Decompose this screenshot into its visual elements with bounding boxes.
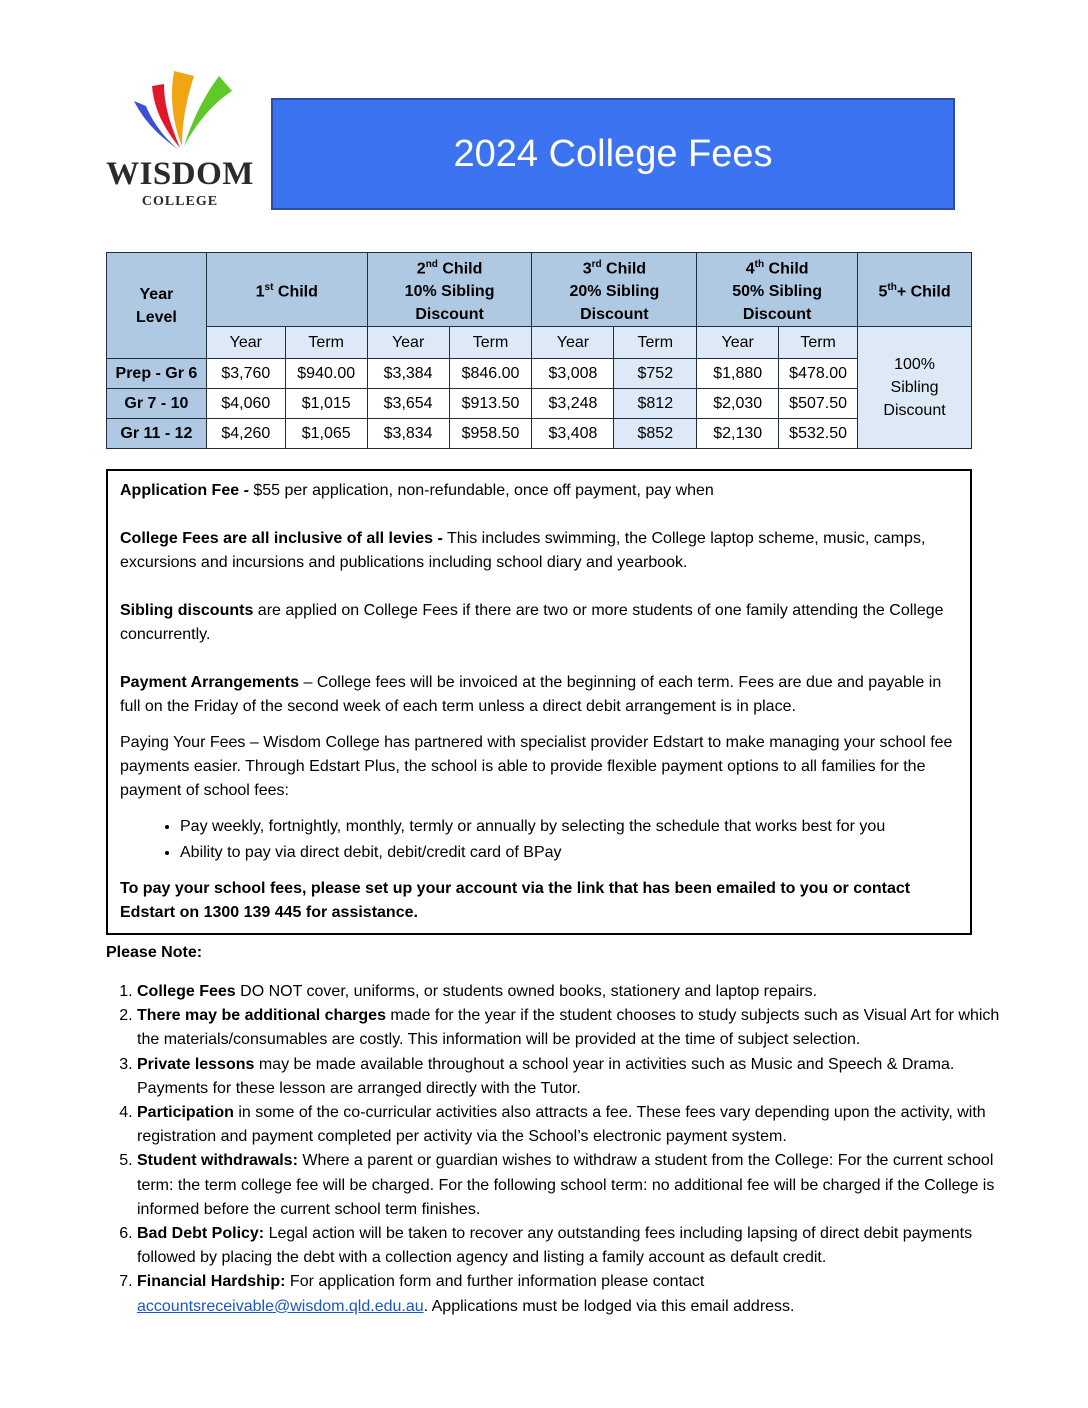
payment-options-list [120,815,958,865]
logo-petals-icon [124,66,236,158]
list-item: • Ability to pay via direct debit, debit/credit card of BPay [180,841,958,865]
inclusive-fees-paragraph: College Fees are all inclusive of all levies - This includes swimming, the College laptop scheme, music, camps, excursions and incursions and publications including school diary and yearbook. [120,530,926,571]
closing-paragraph: To pay your school fees, please set up your account via the link that has been emailed to you or contact Edstart on 1300 139 445 for assistance. [120,880,911,921]
fee-cell: $1,880 [697,359,779,389]
fee-cell: $2,030 [697,389,779,419]
year-level-header: Year Level [107,253,207,359]
fees-table [106,252,972,449]
fee-cell: $3,408 [532,419,614,449]
application-fee-paragraph: Application Fee - $55 per application, non-refundable, once off payment, pay when [120,482,714,499]
table-row [107,389,972,419]
list-item: 1. College Fees DO NOT cover, uniforms, or students owned books, stationery and laptop repairs. [137,980,1017,1004]
notes-list [106,980,1017,1319]
email-link[interactable]: accountsreceivable@wisdom.qld.edu.au [137,1297,424,1315]
term-header: Term [449,327,532,359]
fee-cell: $507.50 [779,389,858,419]
fee-cell: $913.50 [449,389,532,419]
year-header: Year [367,327,449,359]
year-level-cell: Gr 7 - 10 [107,389,207,419]
fee-cell: $852 [614,419,697,449]
logo-subtitle: COLLEGE [141,194,219,209]
child-2-header: 2nd Child 10% Sibling Discount [367,253,532,327]
fee-cell: $2,130 [697,419,779,449]
child-5-header: 5th+ Child [858,253,972,327]
fee-cell: $3,760 [206,359,285,389]
term-header: Term [779,327,858,359]
year-level-cell: Gr 11 - 12 [107,419,207,449]
sibling-discount-paragraph: Sibling discounts are applied on College Fees if there are two or more students of one family attending the College concurrently. [120,602,944,643]
child-3-header: 3rd Child 20% Sibling Discount [532,253,697,327]
fee-cell: $1,065 [285,419,367,449]
child-1-header: 1st Child [206,253,367,327]
list-item: 4. Participation in some of the co-curricular activities also attracts a fee. These fees vary depending upon the activity, with registration and payment completed per activity via the School’s electronic payment system. [137,1101,1017,1149]
notes-title: Please Note: [106,944,203,961]
fee-cell: $940.00 [285,359,367,389]
list-item: 6. Bad Debt Policy: Legal action will be taken to recover any outstanding fees including lapsing of direct debit payments followed by placing the debt with a collection agency and listing a family account as default credit. [137,1222,1017,1270]
year-header: Year [697,327,779,359]
list-item: • Pay weekly, fortnightly, monthly, termly or annually by selecting the schedule that works best for you [180,815,958,839]
page-title: 2024 College Fees [453,132,773,175]
logo-wordmark: WISDOM [106,156,254,192]
term-header: Term [614,327,697,359]
title-banner [271,98,955,210]
year-header: Year [206,327,285,359]
fee-cell: $3,384 [367,359,449,389]
fee-cell: $4,260 [206,419,285,449]
paying-fees-paragraph: Paying Your Fees – Wisdom College has partnered with specialist provider Edstart to make managing your school fee payments easier. Through Edstart Plus, the school is able to provide flexible payment options to all families for the payment of school fees: [120,734,953,799]
table-row [107,359,972,389]
table-row [107,419,972,449]
fifth-child-discount: 100% Sibling Discount [858,327,972,449]
fee-cell: $958.50 [449,419,532,449]
child-4-header: 4th Child 50% Sibling Discount [697,253,858,327]
term-header: Term [285,327,367,359]
fee-cell: $752 [614,359,697,389]
fee-cell: $3,834 [367,419,449,449]
period-header-row [107,327,972,359]
fee-cell: $532.50 [779,419,858,449]
fee-cell: $812 [614,389,697,419]
list-item: 3. Private lessons may be made available throughout a school year in activities such as Music and Speech & Drama. Payments for these lesson are arranged directly with the Tutor. [137,1053,1017,1101]
college-logo [104,66,256,212]
fee-cell: $846.00 [449,359,532,389]
fee-cell: $1,015 [285,389,367,419]
fee-cell: $3,248 [532,389,614,419]
fee-cell: $3,654 [367,389,449,419]
payment-arrangements-paragraph: Payment Arrangements – College fees will be invoiced at the beginning of each term. Fees are due and payable in full on the Friday of the second week of each term unless a direct debit arrangement is in place. [120,674,942,715]
table-header-row [107,253,972,327]
fee-cell: $478.00 [779,359,858,389]
year-header: Year [532,327,614,359]
list-item: 5. Student withdrawals: Where a parent or guardian wishes to withdraw a student from the College: For the current school term: the term college fee will be charged. For the following school term: no additional fee will be charged if the College is informed before the current school term finishes. [137,1149,1017,1222]
fee-info-box [106,469,972,935]
fee-cell: $3,008 [532,359,614,389]
year-level-cell: Prep - Gr 6 [107,359,207,389]
fee-cell: $4,060 [206,389,285,419]
list-item: 2. There may be additional charges made for the year if the student chooses to study subjects such as Visual Art for which the materials/consumables are costly. This information will be provided at the time of subject selection. [137,1004,1017,1052]
list-item: 7. Financial Hardship: For application form and further information please contact accountsreceivable@wisdom.qld.edu.au. Applications must be lodged via this email address. [137,1270,1017,1318]
